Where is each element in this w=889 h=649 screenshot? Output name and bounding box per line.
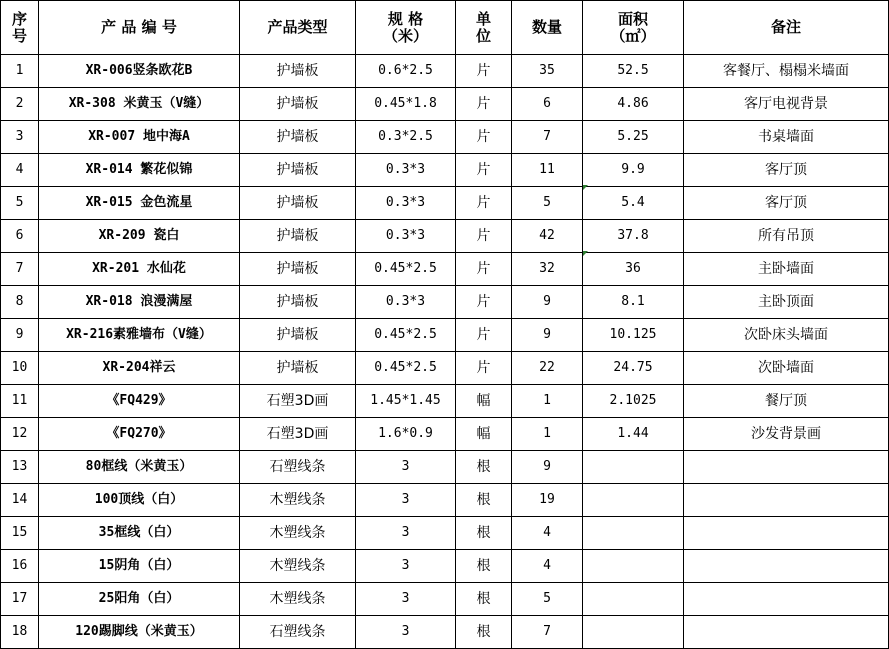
cell-name[interactable]: 25阳角（白）: [39, 583, 240, 616]
cell-index[interactable]: 15: [1, 517, 39, 550]
cell-unit[interactable]: 幅: [456, 418, 512, 451]
cell-name[interactable]: XR-201 水仙花: [39, 253, 240, 286]
cell-name[interactable]: XR-014 繁花似锦: [39, 154, 240, 187]
cell-type[interactable]: 木塑线条: [240, 583, 356, 616]
header-index-line2: 号: [11, 26, 27, 45]
cell-type[interactable]: 石塑线条: [240, 451, 356, 484]
cell-remark[interactable]: 主卧墙面: [684, 253, 889, 286]
header-index-line1: 序: [11, 9, 27, 28]
cell-remark[interactable]: [684, 550, 889, 583]
cell-name[interactable]: 100顶线（白）: [39, 484, 240, 517]
cell-remark[interactable]: 客厅顶: [684, 187, 889, 220]
cell-type[interactable]: 石塑线条: [240, 616, 356, 649]
cell-spec[interactable]: 3: [356, 550, 456, 583]
cell-index[interactable]: 4: [1, 154, 39, 187]
cell-index[interactable]: 5: [1, 187, 39, 220]
table-row: [1, 220, 889, 253]
header-qty[interactable]: 数量: [512, 1, 583, 55]
cell-qty[interactable]: 7: [512, 616, 583, 649]
table-row: [1, 550, 889, 583]
cell-index[interactable]: 17: [1, 583, 39, 616]
cell-area[interactable]: 4.86: [583, 88, 684, 121]
table-row: [1, 616, 889, 649]
cell-name[interactable]: XR-308 米黄玉（V缝）: [39, 88, 240, 121]
cell-name[interactable]: XR-006竖条欧花B: [39, 55, 240, 88]
cell-unit[interactable]: 片: [456, 253, 512, 286]
cell-unit[interactable]: 根: [456, 517, 512, 550]
cell-index[interactable]: 11: [1, 385, 39, 418]
cell-remark[interactable]: [684, 484, 889, 517]
cell-unit[interactable]: 根: [456, 616, 512, 649]
cell-area[interactable]: 1.44: [583, 418, 684, 451]
cell-unit[interactable]: 片: [456, 352, 512, 385]
cell-unit[interactable]: 片: [456, 88, 512, 121]
cell-unit[interactable]: 片: [456, 319, 512, 352]
cell-index[interactable]: 12: [1, 418, 39, 451]
cell-area[interactable]: 37.8: [583, 220, 684, 253]
cell-remark[interactable]: 客厅电视背景: [684, 88, 889, 121]
cell-type[interactable]: 护墙板: [240, 55, 356, 88]
cell-spec[interactable]: 3: [356, 484, 456, 517]
table-row: [1, 484, 889, 517]
header-unit[interactable]: [456, 1, 512, 55]
cell-unit[interactable]: 根: [456, 550, 512, 583]
cell-name[interactable]: XR-007 地中海A: [39, 121, 240, 154]
cell-name[interactable]: 35框线（白）: [39, 517, 240, 550]
cell-remark[interactable]: 书桌墙面: [684, 121, 889, 154]
cell-spec[interactable]: 0.6*2.5: [356, 55, 456, 88]
header-spec-line2: （米）: [382, 26, 428, 45]
header-name[interactable]: 产 品 编 号: [39, 1, 240, 55]
cell-name[interactable]: 120踢脚线（米黄玉）: [39, 616, 240, 649]
cell-qty[interactable]: 4: [512, 550, 583, 583]
cell-spec[interactable]: 0.3*3: [356, 187, 456, 220]
cell-remark[interactable]: [684, 517, 889, 550]
cell-area[interactable]: [583, 616, 684, 649]
cell-qty[interactable]: 22: [512, 352, 583, 385]
cell-name[interactable]: XR-018 浪漫满屋: [39, 286, 240, 319]
cell-area[interactable]: 2.1025: [583, 385, 684, 418]
header-unit-line1: 单: [475, 9, 491, 28]
header-spec-line1: 规 格: [387, 9, 424, 28]
cell-qty[interactable]: 19: [512, 484, 583, 517]
cell-spec[interactable]: 0.45*1.8: [356, 88, 456, 121]
cell-type[interactable]: 护墙板: [240, 319, 356, 352]
cell-remark[interactable]: 次卧墙面: [684, 352, 889, 385]
cell-remark[interactable]: [684, 583, 889, 616]
cell-unit[interactable]: 根: [456, 484, 512, 517]
header-spec[interactable]: [356, 1, 456, 55]
cell-remark[interactable]: [684, 451, 889, 484]
cell-qty[interactable]: 7: [512, 121, 583, 154]
cell-spec[interactable]: 3: [356, 583, 456, 616]
cell-spec[interactable]: 3: [356, 451, 456, 484]
cell-area[interactable]: 36: [583, 253, 684, 286]
cell-qty[interactable]: 35: [512, 55, 583, 88]
cell-qty[interactable]: 42: [512, 220, 583, 253]
header-index[interactable]: [1, 1, 39, 55]
cell-index[interactable]: 16: [1, 550, 39, 583]
cell-qty[interactable]: 4: [512, 517, 583, 550]
cell-spec[interactable]: 0.45*2.5: [356, 253, 456, 286]
cell-type[interactable]: 护墙板: [240, 286, 356, 319]
header-area-line1: 面积: [617, 9, 648, 28]
cell-index[interactable]: 8: [1, 286, 39, 319]
cell-index[interactable]: 14: [1, 484, 39, 517]
cell-type[interactable]: 护墙板: [240, 154, 356, 187]
cell-spec[interactable]: 0.3*2.5: [356, 121, 456, 154]
cell-type[interactable]: 石塑3D画: [240, 418, 356, 451]
cell-name[interactable]: XR-216素雅墙布（V缝）: [39, 319, 240, 352]
cell-name[interactable]: XR-015 金色流星: [39, 187, 240, 220]
cell-unit[interactable]: 片: [456, 121, 512, 154]
cell-qty[interactable]: 1: [512, 385, 583, 418]
cell-remark[interactable]: 主卧顶面: [684, 286, 889, 319]
table-row: [1, 286, 889, 319]
cell-name[interactable]: 《FQ270》: [39, 418, 240, 451]
cell-remark[interactable]: 次卧床头墙面: [684, 319, 889, 352]
cell-remark[interactable]: 沙发背景画: [684, 418, 889, 451]
header-type[interactable]: 产品类型: [240, 1, 356, 55]
table-row: [1, 583, 889, 616]
cell-type[interactable]: 护墙板: [240, 187, 356, 220]
cell-area[interactable]: [583, 517, 684, 550]
cell-area[interactable]: 5.4: [583, 187, 684, 220]
cell-qty[interactable]: 9: [512, 286, 583, 319]
cell-index[interactable]: 10: [1, 352, 39, 385]
table-row: [1, 154, 889, 187]
cell-name[interactable]: 80框线（米黄玉）: [39, 451, 240, 484]
cell-spec[interactable]: 0.3*3: [356, 286, 456, 319]
cell-remark[interactable]: [684, 616, 889, 649]
table-row: [1, 319, 889, 352]
cell-qty[interactable]: 9: [512, 319, 583, 352]
cell-name[interactable]: 《FQ429》: [39, 385, 240, 418]
cell-unit[interactable]: 片: [456, 154, 512, 187]
cell-remark[interactable]: 客餐厅、榻榻米墙面: [684, 55, 889, 88]
table-row: [1, 385, 889, 418]
cell-name[interactable]: XR-209 瓷白: [39, 220, 240, 253]
cell-spec[interactable]: 0.45*2.5: [356, 352, 456, 385]
cell-area[interactable]: [583, 583, 684, 616]
cell-type[interactable]: 护墙板: [240, 121, 356, 154]
table-row: [1, 88, 889, 121]
cell-spec[interactable]: 0.45*2.5: [356, 319, 456, 352]
cell-spec[interactable]: 0.3*3: [356, 220, 456, 253]
cell-index[interactable]: 3: [1, 121, 39, 154]
header-row: [1, 1, 889, 55]
cell-remark[interactable]: 餐厅顶: [684, 385, 889, 418]
table-row: [1, 121, 889, 154]
cell-name[interactable]: 15阴角（白）: [39, 550, 240, 583]
cell-qty[interactable]: 6: [512, 88, 583, 121]
cell-unit[interactable]: 根: [456, 583, 512, 616]
table-row: [1, 253, 889, 286]
cell-type[interactable]: 护墙板: [240, 220, 356, 253]
cell-spec[interactable]: 1.6*0.9: [356, 418, 456, 451]
cell-index[interactable]: 7: [1, 253, 39, 286]
cell-area[interactable]: 8.1: [583, 286, 684, 319]
cell-index[interactable]: 18: [1, 616, 39, 649]
header-remark[interactable]: 备注: [684, 1, 889, 55]
cell-indicator-row5: [583, 185, 588, 190]
cell-spec[interactable]: 3: [356, 616, 456, 649]
cell-type[interactable]: 护墙板: [240, 253, 356, 286]
cell-qty[interactable]: 11: [512, 154, 583, 187]
cell-index[interactable]: 13: [1, 451, 39, 484]
cell-remark[interactable]: 客厅顶: [684, 154, 889, 187]
cell-spec[interactable]: 3: [356, 517, 456, 550]
cell-type[interactable]: 木塑线条: [240, 484, 356, 517]
cell-spec[interactable]: 0.3*3: [356, 154, 456, 187]
cell-type[interactable]: 石塑3D画: [240, 385, 356, 418]
cell-index[interactable]: 1: [1, 55, 39, 88]
cell-type[interactable]: 护墙板: [240, 352, 356, 385]
cell-type[interactable]: 护墙板: [240, 88, 356, 121]
cell-unit[interactable]: 根: [456, 451, 512, 484]
cell-unit[interactable]: 幅: [456, 385, 512, 418]
header-unit-line2: 位: [475, 26, 491, 45]
cell-unit[interactable]: 片: [456, 55, 512, 88]
cell-area[interactable]: 24.75: [583, 352, 684, 385]
table-row: [1, 187, 889, 220]
table-row: [1, 55, 889, 88]
cell-unit[interactable]: 片: [456, 286, 512, 319]
cell-area[interactable]: 52.5: [583, 55, 684, 88]
cell-area[interactable]: [583, 484, 684, 517]
table-row: [1, 517, 889, 550]
cell-qty[interactable]: 9: [512, 451, 583, 484]
table-row: [1, 352, 889, 385]
header-area-line2: （㎡）: [610, 26, 656, 45]
cell-index[interactable]: 9: [1, 319, 39, 352]
cell-qty[interactable]: 32: [512, 253, 583, 286]
cell-area[interactable]: [583, 451, 684, 484]
cell-name[interactable]: XR-204祥云: [39, 352, 240, 385]
table-body: [1, 55, 889, 649]
cell-unit[interactable]: 片: [456, 220, 512, 253]
cell-qty[interactable]: 5: [512, 187, 583, 220]
cell-index[interactable]: 6: [1, 220, 39, 253]
cell-type[interactable]: 木塑线条: [240, 517, 356, 550]
cell-area[interactable]: 9.9: [583, 154, 684, 187]
table-row: [1, 451, 889, 484]
table-row: [1, 418, 889, 451]
cell-index[interactable]: 2: [1, 88, 39, 121]
cell-area[interactable]: [583, 550, 684, 583]
cell-type[interactable]: 木塑线条: [240, 550, 356, 583]
header-area[interactable]: [583, 1, 684, 55]
cell-qty[interactable]: 5: [512, 583, 583, 616]
cell-area[interactable]: 10.125: [583, 319, 684, 352]
cell-indicator-row6: [583, 251, 588, 256]
cell-remark[interactable]: 所有吊顶: [684, 220, 889, 253]
cell-unit[interactable]: 片: [456, 187, 512, 220]
cell-area[interactable]: 5.25: [583, 121, 684, 154]
cell-spec[interactable]: 1.45*1.45: [356, 385, 456, 418]
cell-qty[interactable]: 1: [512, 418, 583, 451]
